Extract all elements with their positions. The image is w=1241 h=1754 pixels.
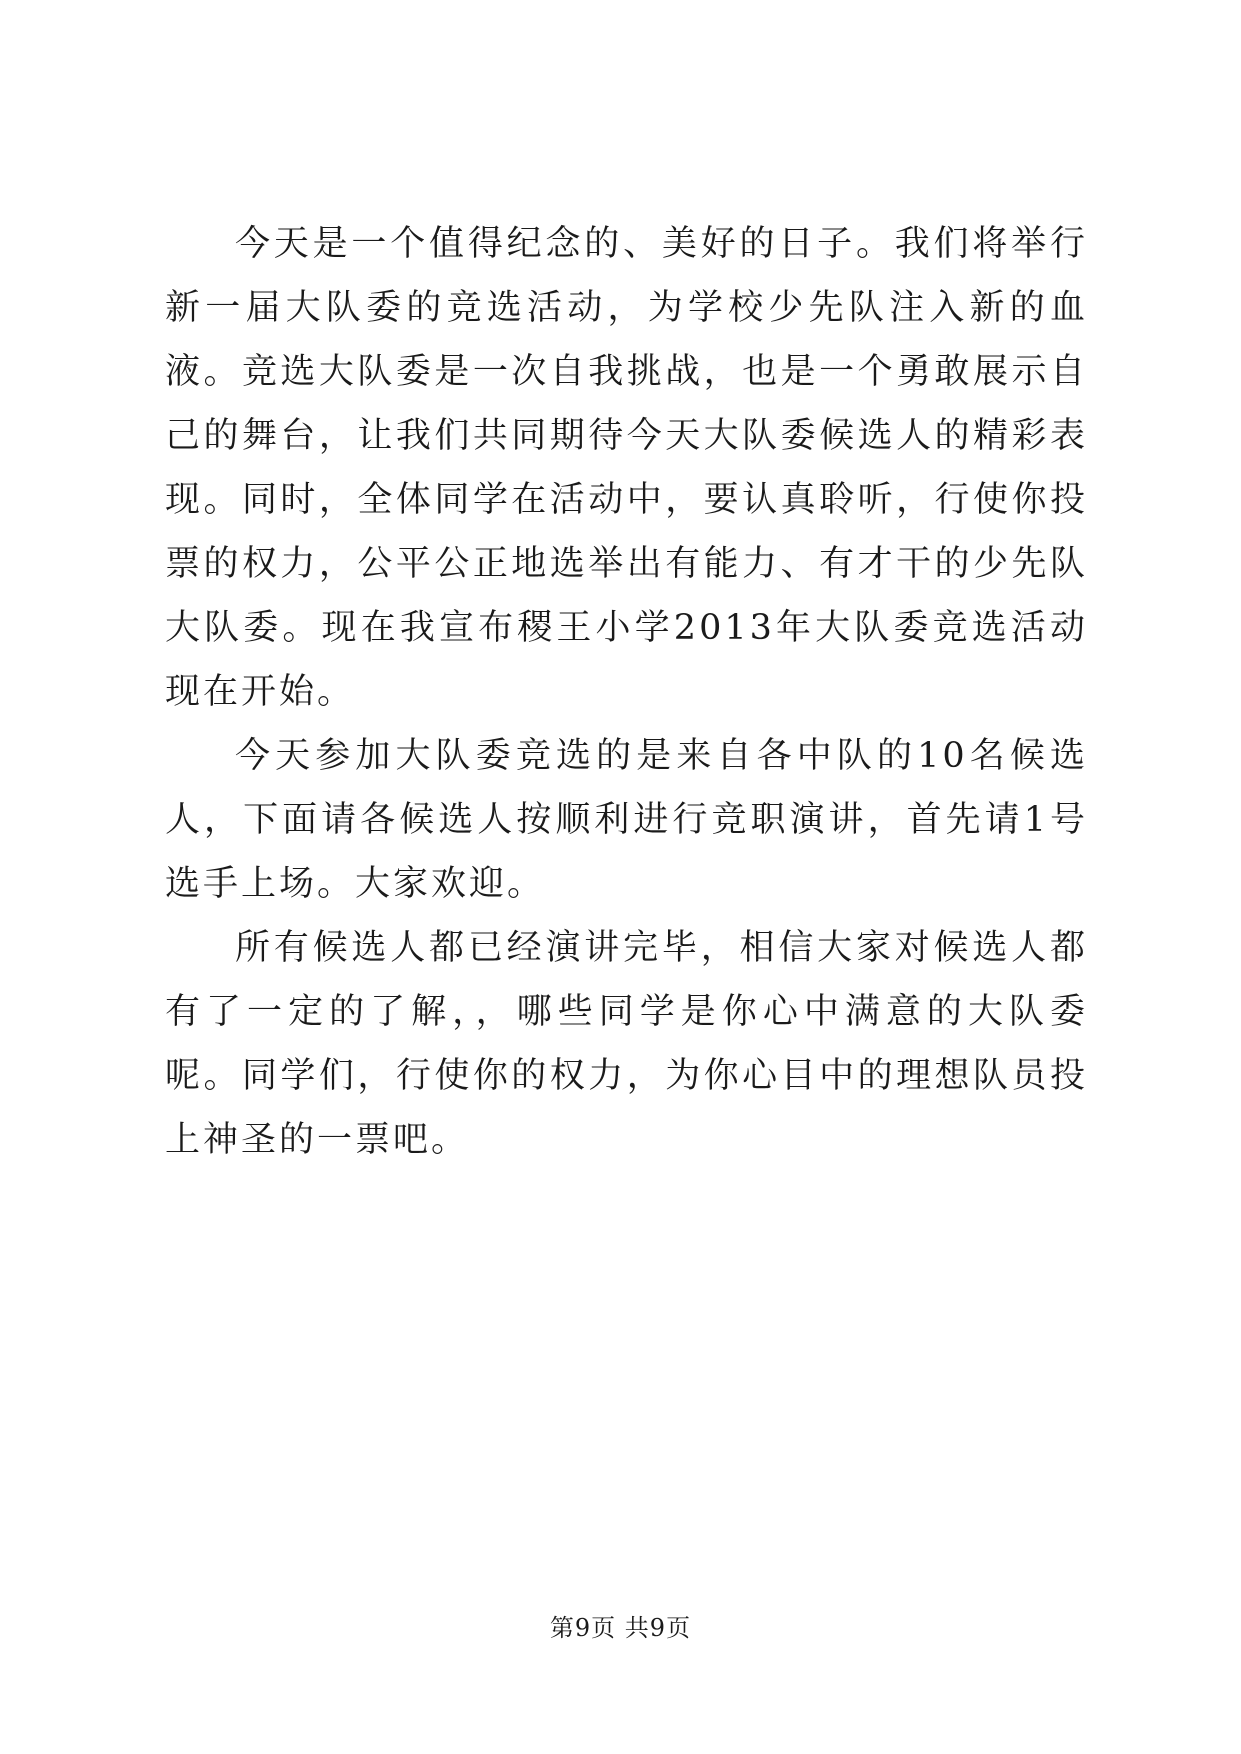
page-number-footer: 第9页 共9页 [549,1614,692,1642]
paragraph-candidates: 今天参加大队委竞选的是来自各中队的10名候选人，下面请各候选人按顺利进行竞职演讲，首先请1号选手上场。大家欢迎。 [165,736,1088,904]
paragraph-voting: 所有候选人都已经演讲完毕，相信大家对候选人都有了一定的了解，，哪些同学是你心中满意的大队委呢。同学们，行使你的权力，为你心目中的理想队员投上神圣的一票吧。 [165,928,1088,1160]
body-text [165,212,1088,1172]
paragraph-opening: 今天是一个值得纪念的、美好的日子。我们将举行新一届大队委的竞选活动，为学校少先队注入新的血液。竞选大队委是一次自我挑战，也是一个勇敢展示自己的舞台，让我们共同期待今天大队委候选人的精彩表现。同时，全体同学在活动中，要认真聆听，行使你投票的权力，公平公正地选举出有能力、有才干的少先队大队委。现在我宣布稷王小学2013年大队委竞选活动现在开始。 [165,224,1088,712]
